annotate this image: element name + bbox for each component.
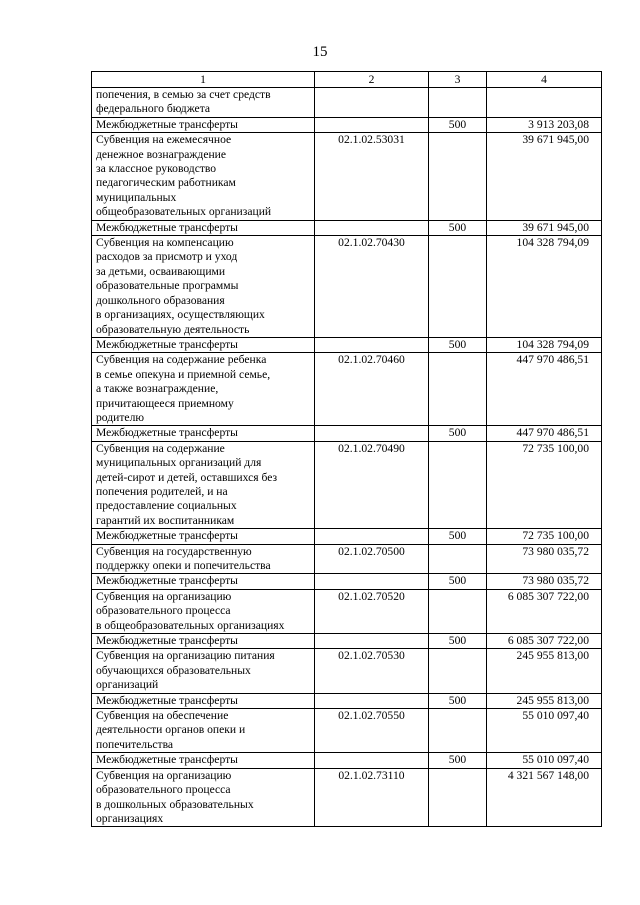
- target-code-cell: 02.1.02.53031: [315, 133, 429, 220]
- table-row: [92, 634, 602, 649]
- table-row: [92, 649, 602, 693]
- expense-type-cell: 500: [429, 426, 487, 441]
- amount-cell: 55 010 097,40: [487, 709, 602, 753]
- expense-type-cell: [429, 88, 487, 118]
- table-row: [92, 337, 602, 352]
- amount-cell: 73 980 035,72: [487, 574, 602, 589]
- target-code-cell: 02.1.02.70460: [315, 353, 429, 426]
- expense-type-cell: 500: [429, 220, 487, 235]
- amount-cell: 39 671 945,00: [487, 133, 602, 220]
- target-code-cell: 02.1.02.73110: [315, 768, 429, 827]
- expense-type-cell: [429, 236, 487, 338]
- expense-name-cell: Межбюджетные трансферты: [92, 529, 315, 544]
- amount-cell: 6 085 307 722,00: [487, 634, 602, 649]
- target-code-cell: [315, 753, 429, 768]
- expense-name-cell: Межбюджетные трансферты: [92, 693, 315, 708]
- target-code-cell: [315, 693, 429, 708]
- table-header-row: [92, 72, 602, 88]
- amount-cell: 447 970 486,51: [487, 426, 602, 441]
- amount-cell: 104 328 794,09: [487, 337, 602, 352]
- column-header: 3: [429, 72, 487, 88]
- expense-name-cell: Субвенция на содержание муниципальных организаций для детей-сирот и детей, оставшихся без попечения родителей, и на предоставление социальных гарантий их воспитанникам: [92, 441, 315, 528]
- column-header: 4: [487, 72, 602, 88]
- expense-name-cell: Межбюджетные трансферты: [92, 426, 315, 441]
- target-code-cell: 02.1.02.70490: [315, 441, 429, 528]
- amount-cell: 104 328 794,09: [487, 236, 602, 338]
- amount-cell: 72 735 100,00: [487, 529, 602, 544]
- expense-type-cell: [429, 133, 487, 220]
- expense-name-cell: Межбюджетные трансферты: [92, 634, 315, 649]
- table-row: [92, 709, 602, 753]
- expense-type-cell: 500: [429, 753, 487, 768]
- expense-type-cell: 500: [429, 337, 487, 352]
- expense-name-cell: Межбюджетные трансферты: [92, 117, 315, 132]
- expense-type-cell: [429, 544, 487, 574]
- expense-type-cell: 500: [429, 693, 487, 708]
- target-code-cell: 02.1.02.70550: [315, 709, 429, 753]
- expense-name-cell: Межбюджетные трансферты: [92, 337, 315, 352]
- expense-type-cell: [429, 441, 487, 528]
- table-row: [92, 589, 602, 633]
- table-row: [92, 133, 602, 220]
- target-code-cell: [315, 117, 429, 132]
- page-number: 15: [312, 44, 328, 60]
- target-code-cell: [315, 634, 429, 649]
- expense-type-cell: [429, 768, 487, 827]
- target-code-cell: [315, 220, 429, 235]
- amount-cell: 6 085 307 722,00: [487, 589, 602, 633]
- table-row: [92, 693, 602, 708]
- expense-type-cell: [429, 353, 487, 426]
- table-row: [92, 529, 602, 544]
- expense-type-cell: 500: [429, 634, 487, 649]
- expense-name-cell: Субвенция на организацию образовательного процесса в общеобразовательных организациях: [92, 589, 315, 633]
- amount-cell: 245 955 813,00: [487, 649, 602, 693]
- table-row: [92, 220, 602, 235]
- budget-table: [91, 71, 602, 827]
- target-code-cell: [315, 337, 429, 352]
- amount-cell: 245 955 813,00: [487, 693, 602, 708]
- amount-cell: 55 010 097,40: [487, 753, 602, 768]
- expense-type-cell: [429, 709, 487, 753]
- amount-cell: 3 913 203,08: [487, 117, 602, 132]
- target-code-cell: 02.1.02.70430: [315, 236, 429, 338]
- expense-name-cell: Субвенция на содержание ребенка в семье опекуна и приемной семье, а также вознаграждение, причитающееся приемному родителю: [92, 353, 315, 426]
- expense-name-cell: Субвенция на компенсацию расходов за присмотр и уход за детьми, осваивающими образовательные программы дошкольного образования в организациях, осуществляющих образовательную деятельность: [92, 236, 315, 338]
- column-header: 2: [315, 72, 429, 88]
- expense-name-cell: Субвенция на организацию питания обучающихся образовательных организаций: [92, 649, 315, 693]
- target-code-cell: [315, 88, 429, 118]
- expense-type-cell: [429, 649, 487, 693]
- table-row: [92, 117, 602, 132]
- target-code-cell: [315, 574, 429, 589]
- table-row: [92, 88, 602, 118]
- amount-cell: [487, 88, 602, 118]
- amount-cell: 72 735 100,00: [487, 441, 602, 528]
- expense-type-cell: 500: [429, 574, 487, 589]
- table-row: [92, 544, 602, 574]
- target-code-cell: 02.1.02.70500: [315, 544, 429, 574]
- amount-cell: 39 671 945,00: [487, 220, 602, 235]
- expense-name-cell: Субвенция на ежемесячное денежное вознаграждение за классное руководство педагогическим работникам муниципальных общеобразовательных организаций: [92, 133, 315, 220]
- expense-type-cell: 500: [429, 529, 487, 544]
- expense-name-cell: Субвенция на государственную поддержку опеки и попечительства: [92, 544, 315, 574]
- target-code-cell: 02.1.02.70520: [315, 589, 429, 633]
- expense-name-cell: Субвенция на организацию образовательного процесса в дошкольных образовательных организациях: [92, 768, 315, 827]
- table-row: [92, 574, 602, 589]
- expense-name-cell: Межбюджетные трансферты: [92, 753, 315, 768]
- column-header: 1: [92, 72, 315, 88]
- amount-cell: 73 980 035,72: [487, 544, 602, 574]
- expense-name-cell: Межбюджетные трансферты: [92, 220, 315, 235]
- target-code-cell: [315, 529, 429, 544]
- table-row: [92, 353, 602, 426]
- amount-cell: 4 321 567 148,00: [487, 768, 602, 827]
- expense-type-cell: 500: [429, 117, 487, 132]
- table-row: [92, 768, 602, 827]
- table-row: [92, 441, 602, 528]
- target-code-cell: [315, 426, 429, 441]
- amount-cell: 447 970 486,51: [487, 353, 602, 426]
- table-row: [92, 426, 602, 441]
- expense-name-cell: попечения, в семью за счет средств федерального бюджета: [92, 88, 315, 118]
- table-row: [92, 753, 602, 768]
- table-row: [92, 236, 602, 338]
- expense-type-cell: [429, 589, 487, 633]
- expense-name-cell: Субвенция на обеспечение деятельности органов опеки и попечительства: [92, 709, 315, 753]
- target-code-cell: 02.1.02.70530: [315, 649, 429, 693]
- expense-name-cell: Межбюджетные трансферты: [92, 574, 315, 589]
